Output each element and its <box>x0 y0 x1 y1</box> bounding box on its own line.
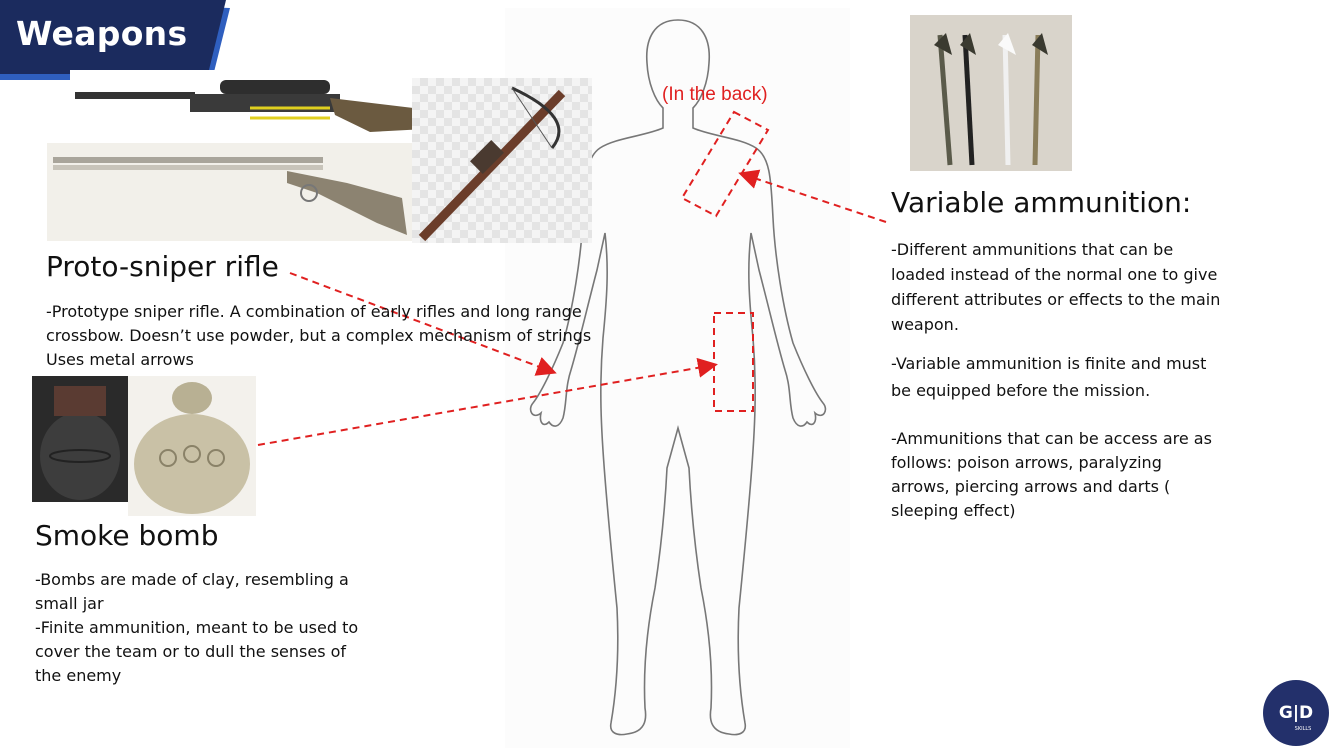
smoke-bomb-line-2: small jar <box>35 594 104 613</box>
in-the-back-annotation: (In the back) <box>662 84 768 105</box>
gd-skills-logo <box>1263 680 1329 746</box>
smoke-bomb-line-4: cover the team or to dull the senses of <box>35 642 347 661</box>
variable-ammo-p3-line-3: arrows, piercing arrows and darts ( <box>891 477 1171 496</box>
ammo-arrow <box>742 174 886 222</box>
variable-ammo-heading: Variable ammunition: <box>891 186 1192 219</box>
page-title: Weapons <box>16 14 188 53</box>
proto-sniper-line-1: -Prototype sniper rifle. A combination of early rifles and long range <box>46 302 582 321</box>
variable-ammo-p1-line-4: weapon. <box>891 315 959 334</box>
variable-ammo-p1-line-1: -Different ammunitions that can be <box>891 240 1174 259</box>
variable-ammo-para-2 <box>891 350 1206 404</box>
logo-subtext: SKILLS <box>1294 726 1312 732</box>
smoke-bomb-heading: Smoke bomb <box>35 519 219 552</box>
variable-ammo-p3-line-4: sleeping effect) <box>891 501 1016 520</box>
proto-sniper-line-2: crossbow. Doesn’t use powder, but a complex mechanism of strings <box>46 326 592 345</box>
smoke-bomb-description <box>35 568 358 688</box>
proto-sniper-description <box>46 300 591 372</box>
variable-ammo-p1-line-3: different attributes or effects to the main <box>891 290 1221 309</box>
variable-ammo-p2-line-1: -Variable ammunition is finite and must <box>891 354 1207 373</box>
back-quiver-box <box>682 112 768 216</box>
variable-ammo-p1-line-2: loaded instead of the normal one to give <box>891 265 1218 284</box>
smoke-bomb-line-1: -Bombs are made of clay, resembling a <box>35 570 349 589</box>
proto-sniper-line-3: Uses metal arrows <box>46 350 194 369</box>
variable-ammo-p3-line-1: -Ammunitions that can be access are as <box>891 429 1212 448</box>
smoke-bomb-line-5: the enemy <box>35 666 122 685</box>
thigh-holster-box <box>714 313 753 411</box>
smoke-bomb-arrow <box>258 365 714 445</box>
logo-text: G|D <box>1278 703 1314 723</box>
smoke-bomb-line-3: -Finite ammunition, meant to be used to <box>35 618 359 637</box>
proto-sniper-heading: Proto-sniper rifle <box>46 250 279 283</box>
variable-ammo-para-3 <box>891 427 1212 523</box>
variable-ammo-p3-line-2: follows: poison arrows, paralyzing <box>891 453 1162 472</box>
variable-ammo-p2-line-2: be equipped before the mission. <box>891 381 1151 400</box>
variable-ammo-para-1 <box>891 237 1220 337</box>
